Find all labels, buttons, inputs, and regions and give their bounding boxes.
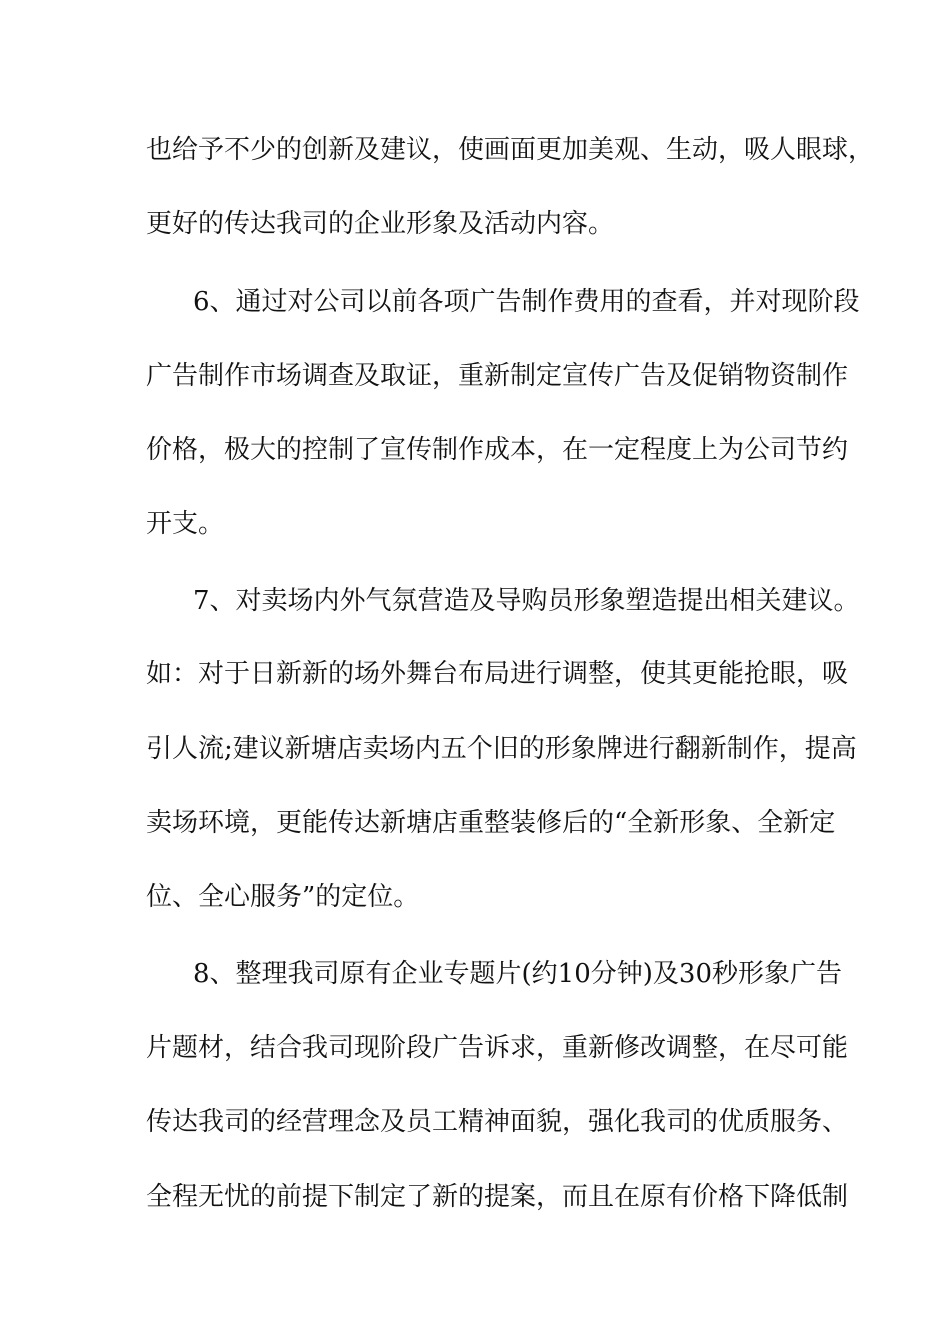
text-line-15: 全程无忧的前提下制定了新的提案，而且在原有价格下降低制 [146,1182,849,1212]
text-line-1: 也给予不少的创新及建议，使画面更加美观、生动，吸人眼球， [146,135,875,165]
text-line-5: 价格，极大的控制了宣传制作成本，在一定程度上为公司节约 [146,435,849,465]
paragraph-6-line-1: 6、通过对公司以前各项广告制作费用的查看，并对现阶段 [193,287,860,317]
text-line-13: 片题材，结合我司现阶段广告诉求，重新修改调整，在尽可能 [146,1033,849,1063]
text-line-14: 传达我司的经营理念及员工精神面貌，强化我司的优质服务、 [146,1107,849,1137]
paragraph-8-line-1: 8、整理我司原有企业专题片(约10分钟)及30秒形象广告 [193,959,842,989]
paragraph-7-line-1: 7、对卖场内外气氛营造及导购员形象塑造提出相关建议。 [193,586,860,616]
text-line-11: 位、全心服务”的定位。 [146,882,420,912]
text-line-6: 开支。 [146,509,225,539]
text-line-10: 卖场环境，更能传达新塘店重整装修后的“全新形象、全新定 [146,808,836,838]
text-line-9: 引人流;建议新塘店卖场内五个旧的形象牌进行翻新制作，提高 [146,734,857,764]
text-line-4: 广告制作市场调查及取证，重新制定宣传广告及促销物资制作 [146,361,849,391]
text-line-8: 如：对于日新新的场外舞台布局进行调整，使其更能抢眼，吸 [146,659,849,689]
text-line-2: 更好的传达我司的企业形象及活动内容。 [146,209,615,239]
